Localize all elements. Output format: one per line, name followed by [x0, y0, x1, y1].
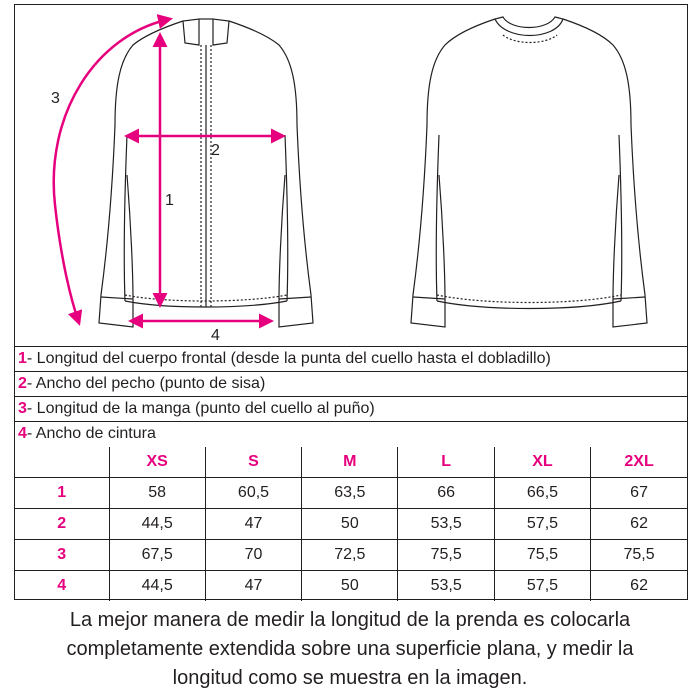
table-cell: 63,5 — [302, 478, 398, 509]
table-cell: 50 — [302, 571, 398, 602]
size-table — [15, 447, 687, 601]
note-line: longitud como se muestra en la imagen. — [172, 667, 528, 689]
measurement-legend — [15, 346, 687, 446]
row-label: 1 — [15, 478, 109, 509]
table-cell: 60,5 — [205, 478, 301, 509]
table-row — [15, 571, 687, 602]
table-cell: 72,5 — [302, 540, 398, 571]
table-cell: 67 — [591, 478, 687, 509]
legend-item-4: 4- Ancho de cintura — [15, 421, 687, 446]
table-cell: 44,5 — [109, 509, 205, 540]
table-cell: 47 — [205, 509, 301, 540]
table-header-cell: S — [205, 447, 301, 478]
table-cell: 50 — [302, 509, 398, 540]
label-4: 4 — [211, 327, 220, 344]
table-header-cell: 2XL — [591, 447, 687, 478]
front-jacket — [99, 19, 313, 327]
table-cell: 58 — [109, 478, 205, 509]
table-row — [15, 478, 687, 509]
arrow-3-sleeve-length — [54, 19, 170, 323]
table-header-cell: XS — [109, 447, 205, 478]
table-cell: 53,5 — [398, 509, 494, 540]
table-cell: 67,5 — [109, 540, 205, 571]
table-cell: 57,5 — [494, 509, 590, 540]
table-cell: 66,5 — [494, 478, 590, 509]
table-row — [15, 540, 687, 571]
table-header-cell: L — [398, 447, 494, 478]
table-cell: 70 — [205, 540, 301, 571]
table-cell: 75,5 — [398, 540, 494, 571]
table-header-cell — [15, 447, 109, 478]
legend-item-1: 1- Longitud del cuerpo frontal (desde la punta del cuello hasta el dobladillo) — [15, 346, 687, 371]
label-2: 2 — [211, 142, 220, 159]
legend-item-3: 3- Longitud de la manga (punto del cuello al puño) — [15, 396, 687, 421]
note-line: completamente extendida sobre una superficie plana, y medir la — [66, 638, 634, 660]
table-cell: 47 — [205, 571, 301, 602]
garment-illustration — [15, 5, 687, 345]
table-header-row — [15, 447, 687, 478]
table-header-cell: M — [302, 447, 398, 478]
legend-item-2: 2- Ancho del pecho (punto de sisa) — [15, 371, 687, 396]
measurement-arrows — [54, 19, 283, 323]
note-line: La mejor manera de medir la longitud de la prenda es colocarla — [69, 609, 631, 631]
table-cell: 62 — [591, 571, 687, 602]
table-cell: 62 — [591, 509, 687, 540]
size-chart-frame — [14, 4, 688, 600]
measurement-note — [0, 606, 700, 693]
label-1: 1 — [165, 192, 174, 209]
table-cell: 57,5 — [494, 571, 590, 602]
jacket-drawings — [15, 5, 687, 345]
table-cell: 66 — [398, 478, 494, 509]
row-label: 2 — [15, 509, 109, 540]
label-3: 3 — [51, 90, 60, 107]
table-header-cell: XL — [494, 447, 590, 478]
row-label: 3 — [15, 540, 109, 571]
table-row — [15, 509, 687, 540]
table-cell: 53,5 — [398, 571, 494, 602]
table-cell: 75,5 — [591, 540, 687, 571]
back-jacket — [411, 17, 647, 327]
table-cell: 75,5 — [494, 540, 590, 571]
row-label: 4 — [15, 571, 109, 602]
table-cell: 44,5 — [109, 571, 205, 602]
